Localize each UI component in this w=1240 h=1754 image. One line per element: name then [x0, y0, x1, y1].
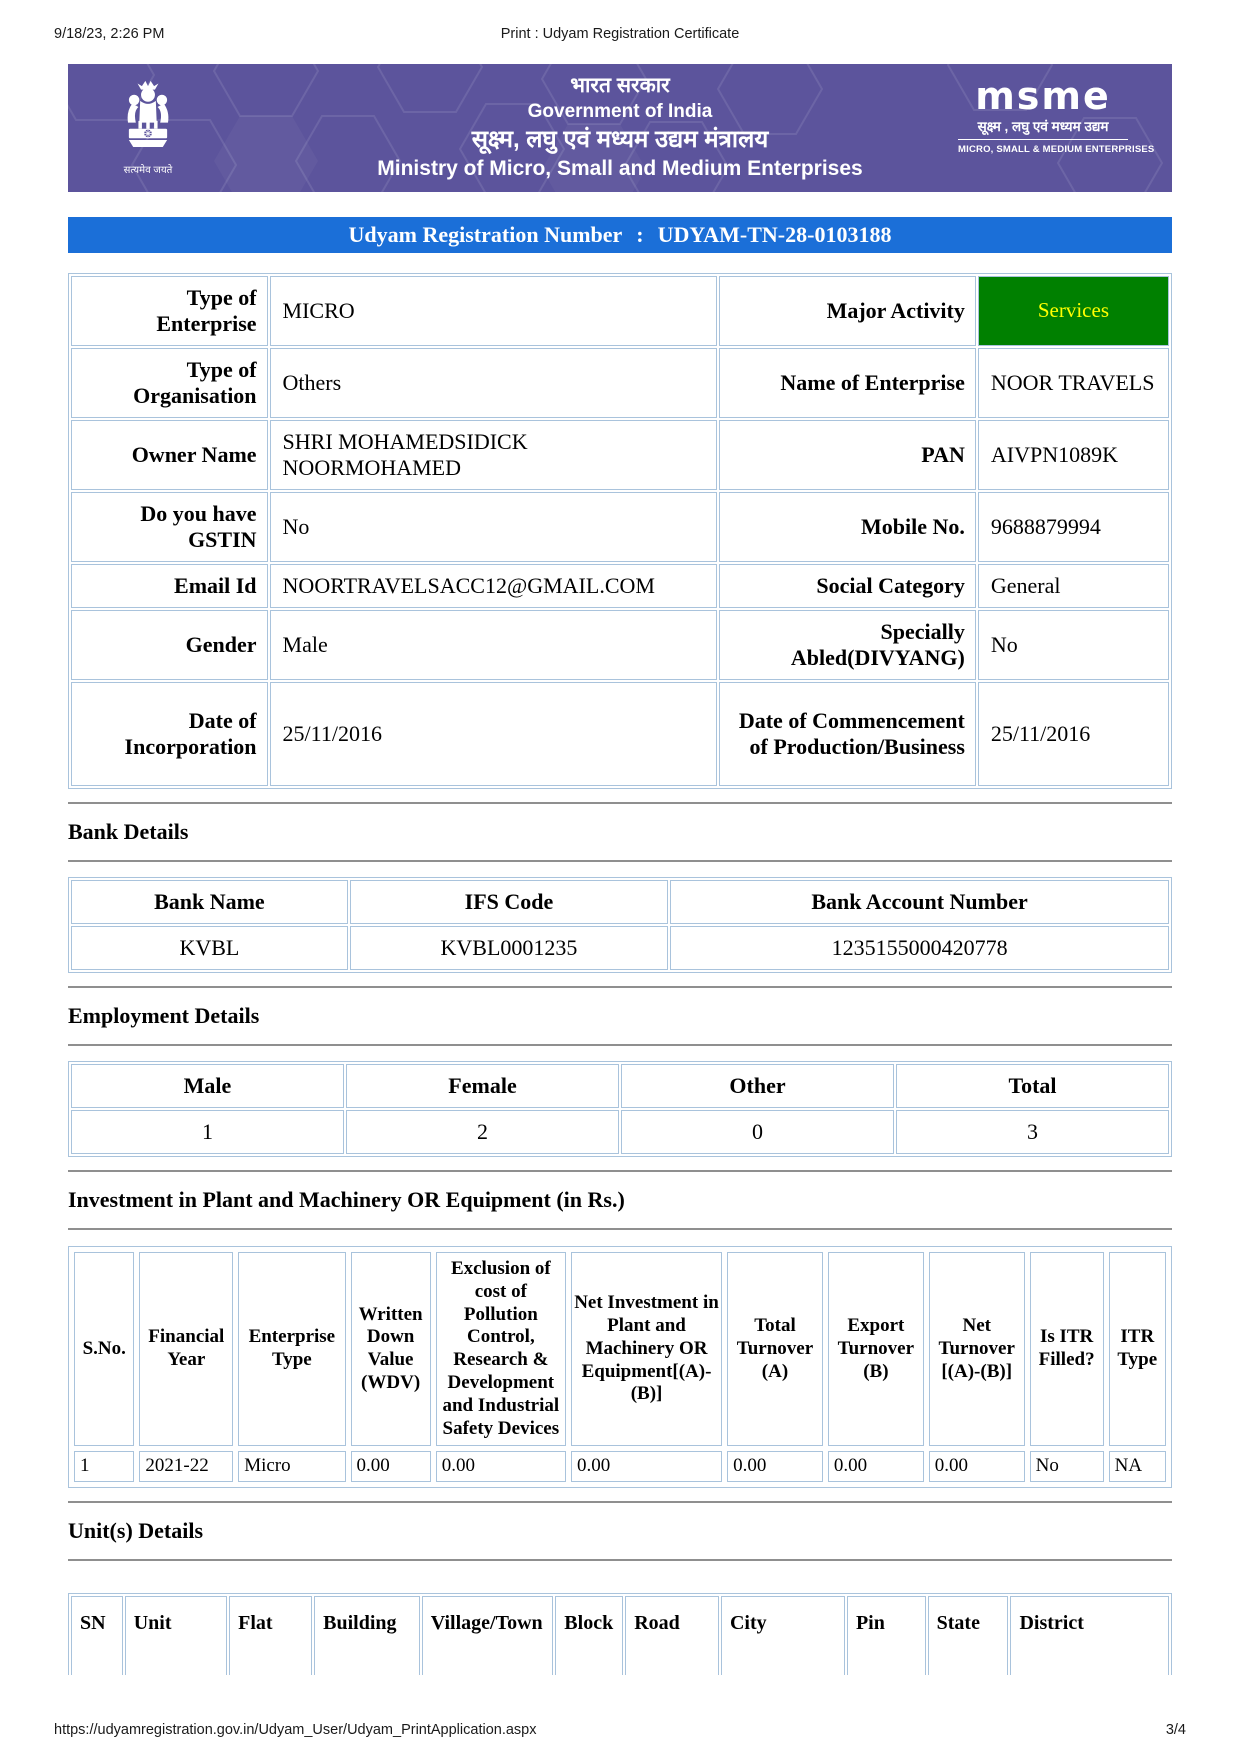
column-header: City	[721, 1596, 845, 1675]
ministry-name-hindi: सूक्ष्म, लघु एवं मध्यम उद्यम मंत्रालय	[471, 125, 769, 153]
table-header-row	[71, 1064, 1169, 1108]
column-header: Female	[346, 1064, 619, 1108]
field-label: Type of Organisation	[71, 348, 268, 418]
divider	[68, 860, 1172, 862]
column-header: S.No.	[74, 1252, 134, 1446]
other-count: 0	[621, 1110, 894, 1154]
cell-wdv: 0.00	[351, 1451, 431, 1482]
bank-details-table	[68, 877, 1172, 973]
column-header: Male	[71, 1064, 344, 1108]
page-number: 3/4	[1165, 1722, 1186, 1738]
msme-tagline-hindi: सूक्ष्म , लघु एवं मध्यम उद्यम	[958, 117, 1128, 140]
field-value: 25/11/2016	[270, 682, 718, 786]
field-value: Male	[270, 610, 718, 680]
ifs-code-value: KVBL0001235	[350, 926, 668, 970]
print-datetime: 9/18/23, 2:26 PM	[54, 26, 165, 42]
print-url: https://udyamregistration.gov.in/Udyam_User/Udyam_PrintApplication.aspx	[54, 1722, 537, 1738]
field-label: Date of Commencement of Production/Business	[719, 682, 976, 786]
field-value: General	[978, 564, 1169, 608]
column-header: District	[1010, 1596, 1169, 1675]
field-label: Owner Name	[71, 420, 268, 490]
field-label: Date of Incorporation	[71, 682, 268, 786]
field-value: No	[270, 492, 718, 562]
divider	[68, 1559, 1172, 1561]
units-details-heading: Unit(s) Details	[68, 1518, 204, 1544]
cell-total-turnover: 0.00	[727, 1451, 823, 1482]
table-row	[71, 926, 1169, 970]
print-footer	[0, 1722, 1240, 1738]
cell-itr-type: NA	[1109, 1451, 1166, 1482]
divider	[68, 986, 1172, 988]
column-header: Bank Name	[71, 880, 348, 924]
field-value: 9688879994	[978, 492, 1169, 562]
national-emblem	[110, 80, 186, 176]
ministry-name-english: Ministry of Micro, Small and Medium Enterprises	[377, 156, 863, 180]
registration-number-value: UDYAM-TN-28-0103188	[657, 222, 892, 247]
column-header: IFS Code	[350, 880, 668, 924]
field-label: Mobile No.	[719, 492, 976, 562]
table-row	[71, 564, 1169, 608]
field-label: Major Activity	[719, 276, 976, 346]
field-value: NOORTRAVELSACC12@GMAIL.COM	[270, 564, 718, 608]
field-value: SHRI MOHAMEDSIDICK NOORMOHAMED	[270, 420, 718, 490]
column-header: SN	[71, 1596, 123, 1675]
field-label: PAN	[719, 420, 976, 490]
ministry-title-block	[300, 73, 940, 183]
total-count: 3	[896, 1110, 1169, 1154]
table-row	[71, 492, 1169, 562]
bank-name-value: KVBL	[71, 926, 348, 970]
field-label: Gender	[71, 610, 268, 680]
table-row	[71, 348, 1169, 418]
divider	[68, 1044, 1172, 1046]
field-label: Do you have GSTIN	[71, 492, 268, 562]
cell-net-investment: 0.00	[571, 1451, 722, 1482]
field-value: NOOR TRAVELS	[978, 348, 1169, 418]
table-row	[71, 610, 1169, 680]
investment-heading: Investment in Plant and Machinery OR Equipment (in Rs.)	[68, 1187, 625, 1212]
cell-net-turnover: 0.00	[929, 1451, 1025, 1482]
udyam-registration-number-bar	[68, 217, 1172, 253]
column-header: Other	[621, 1064, 894, 1108]
bank-account-value: 1235155000420778	[670, 926, 1169, 970]
column-header: Financial Year	[139, 1252, 233, 1446]
table-row	[74, 1451, 1166, 1482]
certificate-page	[68, 64, 1172, 1675]
print-title: Print : Udyam Registration Certificate	[500, 26, 740, 42]
govt-of-india-hindi: भारत सरकार	[570, 73, 670, 97]
field-value: MICRO	[270, 276, 718, 346]
divider	[68, 1170, 1172, 1172]
bank-details-heading: Bank Details	[68, 819, 189, 844]
cell-exclusion-cost: 0.00	[436, 1451, 566, 1482]
column-header: Exclusion of cost of Pollution Control, Research & Development and Industrial Safety Devices	[436, 1252, 566, 1446]
ministry-banner	[68, 64, 1172, 192]
registration-number-label: Udyam Registration Number	[348, 222, 623, 247]
employment-details-heading: Employment Details	[68, 1003, 260, 1028]
column-header: Road	[625, 1596, 719, 1675]
column-header: Export Turnover (B)	[828, 1252, 924, 1446]
field-value: 25/11/2016	[978, 682, 1169, 786]
column-header: Net Turnover [(A)-(B)]	[929, 1252, 1025, 1446]
divider	[68, 1501, 1172, 1503]
table-header-row	[71, 880, 1169, 924]
column-header: Pin	[847, 1596, 926, 1675]
units-details-table	[68, 1593, 1172, 1675]
table-row	[71, 1110, 1169, 1154]
column-header: Block	[555, 1596, 623, 1675]
field-label: Type of Enterprise	[71, 276, 268, 346]
column-header: Enterprise Type	[238, 1252, 345, 1446]
female-count: 2	[346, 1110, 619, 1154]
field-value: Others	[270, 348, 718, 418]
govt-of-india-english: Government of India	[527, 101, 713, 123]
column-header: Written Down Value (WDV)	[351, 1252, 431, 1446]
cell-sno: 1	[74, 1451, 134, 1482]
field-label: Email Id	[71, 564, 268, 608]
male-count: 1	[71, 1110, 344, 1154]
msme-tagline-english: MICRO, SMALL & MEDIUM ENTERPRISES	[958, 144, 1155, 156]
cell-enterprise-type: Micro	[238, 1451, 345, 1482]
column-header: Net Investment in Plant and Machinery OR Equipment[(A)-(B)]	[571, 1252, 722, 1446]
column-header: Flat	[229, 1596, 312, 1675]
msme-logo	[958, 74, 1155, 156]
column-header: Village/Town	[422, 1596, 554, 1675]
field-label: Name of Enterprise	[719, 348, 976, 418]
major-activity-value: Services	[978, 276, 1169, 346]
column-header: Unit	[125, 1596, 227, 1675]
field-label: Social Category	[719, 564, 976, 608]
investment-table	[68, 1246, 1172, 1488]
column-header: ITR Type	[1109, 1252, 1166, 1446]
registration-number-separator: :	[636, 222, 644, 247]
employment-details-table	[68, 1061, 1172, 1157]
enterprise-details-table	[68, 273, 1172, 789]
divider	[68, 1228, 1172, 1230]
units-table-clipped-region	[68, 1593, 1172, 1675]
column-header: Total Turnover (A)	[727, 1252, 823, 1446]
table-row	[71, 420, 1169, 490]
table-row	[71, 682, 1169, 786]
cell-itr-filled: No	[1030, 1451, 1104, 1482]
table-header-row	[71, 1596, 1169, 1675]
ashoka-emblem-icon	[113, 80, 183, 160]
emblem-motto: सत्यमेव जयते	[123, 165, 173, 176]
field-value: AIVPN1089K	[978, 420, 1169, 490]
divider	[68, 802, 1172, 804]
field-value: No	[978, 610, 1169, 680]
cell-export-turnover: 0.00	[828, 1451, 924, 1482]
column-header: Building	[314, 1596, 420, 1675]
table-header-row	[74, 1252, 1166, 1446]
column-header: Bank Account Number	[670, 880, 1169, 924]
column-header: Is ITR Filled?	[1030, 1252, 1104, 1446]
table-row	[71, 276, 1169, 346]
column-header: Total	[896, 1064, 1169, 1108]
msme-wordmark: msme	[975, 74, 1111, 118]
field-label: Specially Abled(DIVYANG)	[719, 610, 976, 680]
column-header: State	[928, 1596, 1009, 1675]
cell-financial-year: 2021-22	[139, 1451, 233, 1482]
print-header	[0, 0, 1240, 44]
